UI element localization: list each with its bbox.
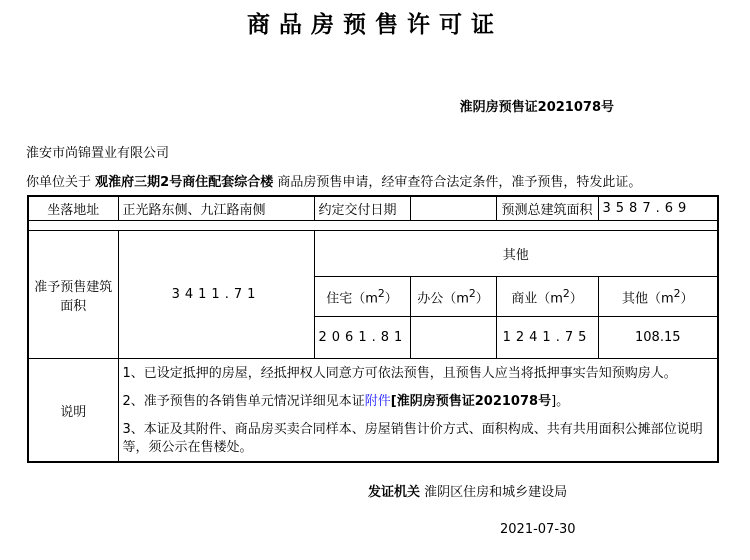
statement-prefix: 你单位关于 bbox=[26, 175, 92, 190]
table-row bbox=[28, 359, 718, 463]
note-1: 1、已设定抵押的房屋，经抵押权人同意方可依法预售，且预售人应当将抵押事实告知预购房人。 bbox=[122, 366, 677, 381]
note-2: 2、准予预售的各销售单元情况详细见本证附件[淮阴房预售证2021078号]。 bbox=[122, 394, 570, 409]
document-title: 商品房预售许可证 bbox=[247, 12, 503, 38]
table-row bbox=[28, 196, 718, 221]
estimated-area-value: 3587.69 bbox=[598, 196, 718, 221]
spacer-cell bbox=[28, 221, 718, 231]
table-row bbox=[28, 231, 718, 277]
other-area-value: 108.15 bbox=[598, 317, 718, 359]
residential-area-value: 2061.81 bbox=[314, 317, 410, 359]
note-3: 3、本证及其附件、商品房买卖合同样本、房屋销售计价方式、面积构成、共有共用面积公摊部位说明等，须公示在售楼处。 bbox=[122, 422, 703, 455]
permit-table bbox=[27, 195, 719, 463]
location-value: 正光路东侧、九江路南侧 bbox=[118, 196, 314, 221]
issue-date: 2021-07-30 bbox=[500, 522, 576, 537]
issuer-name: 淮阴区住房和城乡建设局 bbox=[424, 485, 568, 500]
project-name: 观淮府三期2号商住配套综合楼 bbox=[95, 175, 274, 190]
company-name: 淮安市尚锦置业有限公司 bbox=[26, 146, 170, 161]
other-column-header: 其他$(m^2)$ bbox=[598, 277, 718, 317]
note-cert-number: 淮阴房预售证2021078号 bbox=[396, 394, 552, 409]
delivery-date-label: 约定交付日期 bbox=[314, 196, 410, 221]
commercial-column-header: 商业$(m^2)$ bbox=[496, 277, 598, 317]
table-spacer bbox=[28, 221, 718, 231]
approved-area-value: 3411.71 bbox=[118, 231, 314, 359]
residential-column-header: 住宅$(m^2)$ bbox=[314, 277, 410, 317]
location-label: 坐落地址 bbox=[28, 196, 118, 221]
estimated-area-label: 预测总建筑面积 bbox=[496, 196, 598, 221]
notes-label: 说明 bbox=[28, 359, 118, 463]
approval-statement bbox=[26, 171, 641, 190]
commercial-area-value: 1241.75 bbox=[496, 317, 598, 359]
approved-area-label: 准予预售建筑面积 bbox=[28, 231, 118, 359]
issuer-label: 发证机关 bbox=[368, 485, 421, 500]
statement-suffix: 商品房预售申请，经审查符合法定条件，准予预售，特发此证。 bbox=[277, 175, 642, 190]
issuing-authority bbox=[368, 481, 567, 500]
delivery-date-value bbox=[410, 196, 496, 221]
office-column-header: 办公$(m^2)$ bbox=[410, 277, 496, 317]
other-header: 其他 bbox=[314, 231, 718, 277]
notes-content bbox=[118, 359, 718, 463]
office-area-value bbox=[410, 317, 496, 359]
certificate-number: 淮阴房预售证2021078号 bbox=[459, 100, 614, 115]
attachment-link[interactable]: 附件 bbox=[364, 394, 391, 409]
